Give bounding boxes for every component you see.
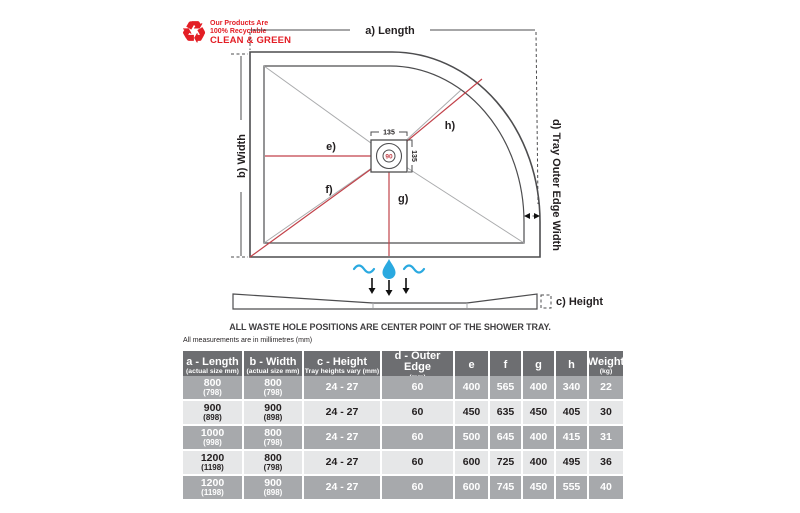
table-cell: 450 bbox=[523, 476, 554, 499]
table-header-h: h bbox=[556, 351, 587, 381]
table-cell: 405 bbox=[556, 401, 587, 424]
height-dimension bbox=[541, 295, 603, 308]
table-cell: 800 (798) bbox=[183, 376, 242, 399]
table-cell: 495 bbox=[556, 451, 587, 474]
wave-right-icon bbox=[404, 266, 424, 273]
table-cell: 450 bbox=[523, 401, 554, 424]
logo-line-2: 100% Recyclable bbox=[210, 28, 267, 36]
table-header-f: f bbox=[490, 351, 521, 381]
table-cell: 24 - 27 bbox=[304, 476, 380, 499]
table-cell: 24 - 27 bbox=[304, 376, 380, 399]
water-flow-icon bbox=[354, 259, 424, 296]
table-header-d: d - Outer Edge bbox=[382, 351, 453, 381]
specification-table bbox=[183, 351, 623, 499]
svg-text:135: 135 bbox=[410, 150, 417, 162]
table-cell: 800 (798) bbox=[244, 426, 302, 449]
table-cell: 60 bbox=[382, 476, 453, 499]
f-label: f) bbox=[325, 184, 333, 196]
table-cell: 24 - 27 bbox=[304, 451, 380, 474]
table-cell: 400 bbox=[523, 451, 554, 474]
table-cell: 600 bbox=[455, 476, 488, 499]
table-cell: 565 bbox=[490, 376, 521, 399]
table-cell: 400 bbox=[523, 376, 554, 399]
height-label: c) Height bbox=[556, 296, 604, 308]
table-cell: 340 bbox=[556, 376, 587, 399]
table-header-c: c - Height Tray heights vary (mm) bbox=[304, 351, 380, 381]
table-cell: 36 bbox=[589, 451, 623, 474]
waste-position-note: ALL WASTE HOLE POSITIONS ARE CENTER POINT OF THE SHOWER TRAY. bbox=[229, 322, 551, 332]
table-cell: 1000 (998) bbox=[183, 426, 242, 449]
table-header-a: a - Length (actual size mm) bbox=[183, 351, 242, 381]
table-cell: 31 bbox=[589, 426, 623, 449]
table-cell: 415 bbox=[556, 426, 587, 449]
outer-edge-label: d) Tray Outer Edge Width bbox=[550, 119, 562, 251]
table-cell: 450 bbox=[455, 401, 488, 424]
table-cell: 745 bbox=[490, 476, 521, 499]
table-cell: 24 - 27 bbox=[304, 401, 380, 424]
table-cell: 400 bbox=[455, 376, 488, 399]
table-cell: 800 (798) bbox=[244, 376, 302, 399]
table-cell: 1200 (1198) bbox=[183, 476, 242, 499]
table-cell: 22 bbox=[589, 376, 623, 399]
table-cell: 40 bbox=[589, 476, 623, 499]
logo-line-1: Our Products Are bbox=[210, 19, 269, 27]
table-header-b: b - Width (actual size mm) bbox=[244, 351, 302, 381]
table-cell: 635 bbox=[490, 401, 521, 424]
logo-line-3: CLEAN & GREEN bbox=[210, 35, 292, 47]
table-cell: 500 bbox=[455, 426, 488, 449]
g-label: g) bbox=[398, 193, 409, 205]
waste-hole bbox=[371, 140, 407, 172]
length-label: a) Length bbox=[365, 25, 415, 37]
waste-diameter-label: 90 bbox=[385, 153, 393, 161]
water-drop-icon bbox=[383, 259, 396, 279]
table-cell: 900 (898) bbox=[183, 401, 242, 424]
recycle-icon: ♻ bbox=[181, 17, 207, 49]
table-header-g: g bbox=[523, 351, 554, 381]
table-cell: 600 bbox=[455, 451, 488, 474]
units-note: All measurements are in millimetres (mm) bbox=[183, 337, 313, 344]
h-label: h) bbox=[444, 120, 456, 132]
table-cell: 725 bbox=[490, 451, 521, 474]
svg-text:135: 135 bbox=[383, 129, 395, 137]
table-header-e: e bbox=[455, 351, 488, 381]
table-header-weight: Weight (kg) bbox=[589, 351, 623, 381]
measurement-lines bbox=[250, 79, 482, 257]
table-cell: 555 bbox=[556, 476, 587, 499]
table-cell: 1200 (1198) bbox=[183, 451, 242, 474]
table-cell: 24 - 27 bbox=[304, 426, 380, 449]
table-cell: 400 bbox=[523, 426, 554, 449]
width-label: b) Width bbox=[236, 134, 248, 178]
width-dimension bbox=[231, 54, 248, 257]
table-cell: 30 bbox=[589, 401, 623, 424]
wave-left-icon bbox=[354, 266, 374, 273]
tray-side-profile bbox=[233, 294, 537, 309]
table-cell: 60 bbox=[382, 426, 453, 449]
table-cell: 900 (898) bbox=[244, 476, 302, 499]
table-cell: 645 bbox=[490, 426, 521, 449]
table-cell: 60 bbox=[382, 376, 453, 399]
outer-edge-dimension bbox=[524, 119, 562, 251]
waste-dim-horizontal bbox=[371, 130, 407, 137]
flow-arrows bbox=[369, 278, 410, 296]
e-label: e) bbox=[326, 141, 336, 153]
table-cell: 800 (798) bbox=[244, 451, 302, 474]
table-cell: 60 bbox=[382, 451, 453, 474]
table-cell: 900 (898) bbox=[244, 401, 302, 424]
waste-dim-vertical bbox=[408, 140, 417, 172]
table-cell: 60 bbox=[382, 401, 453, 424]
